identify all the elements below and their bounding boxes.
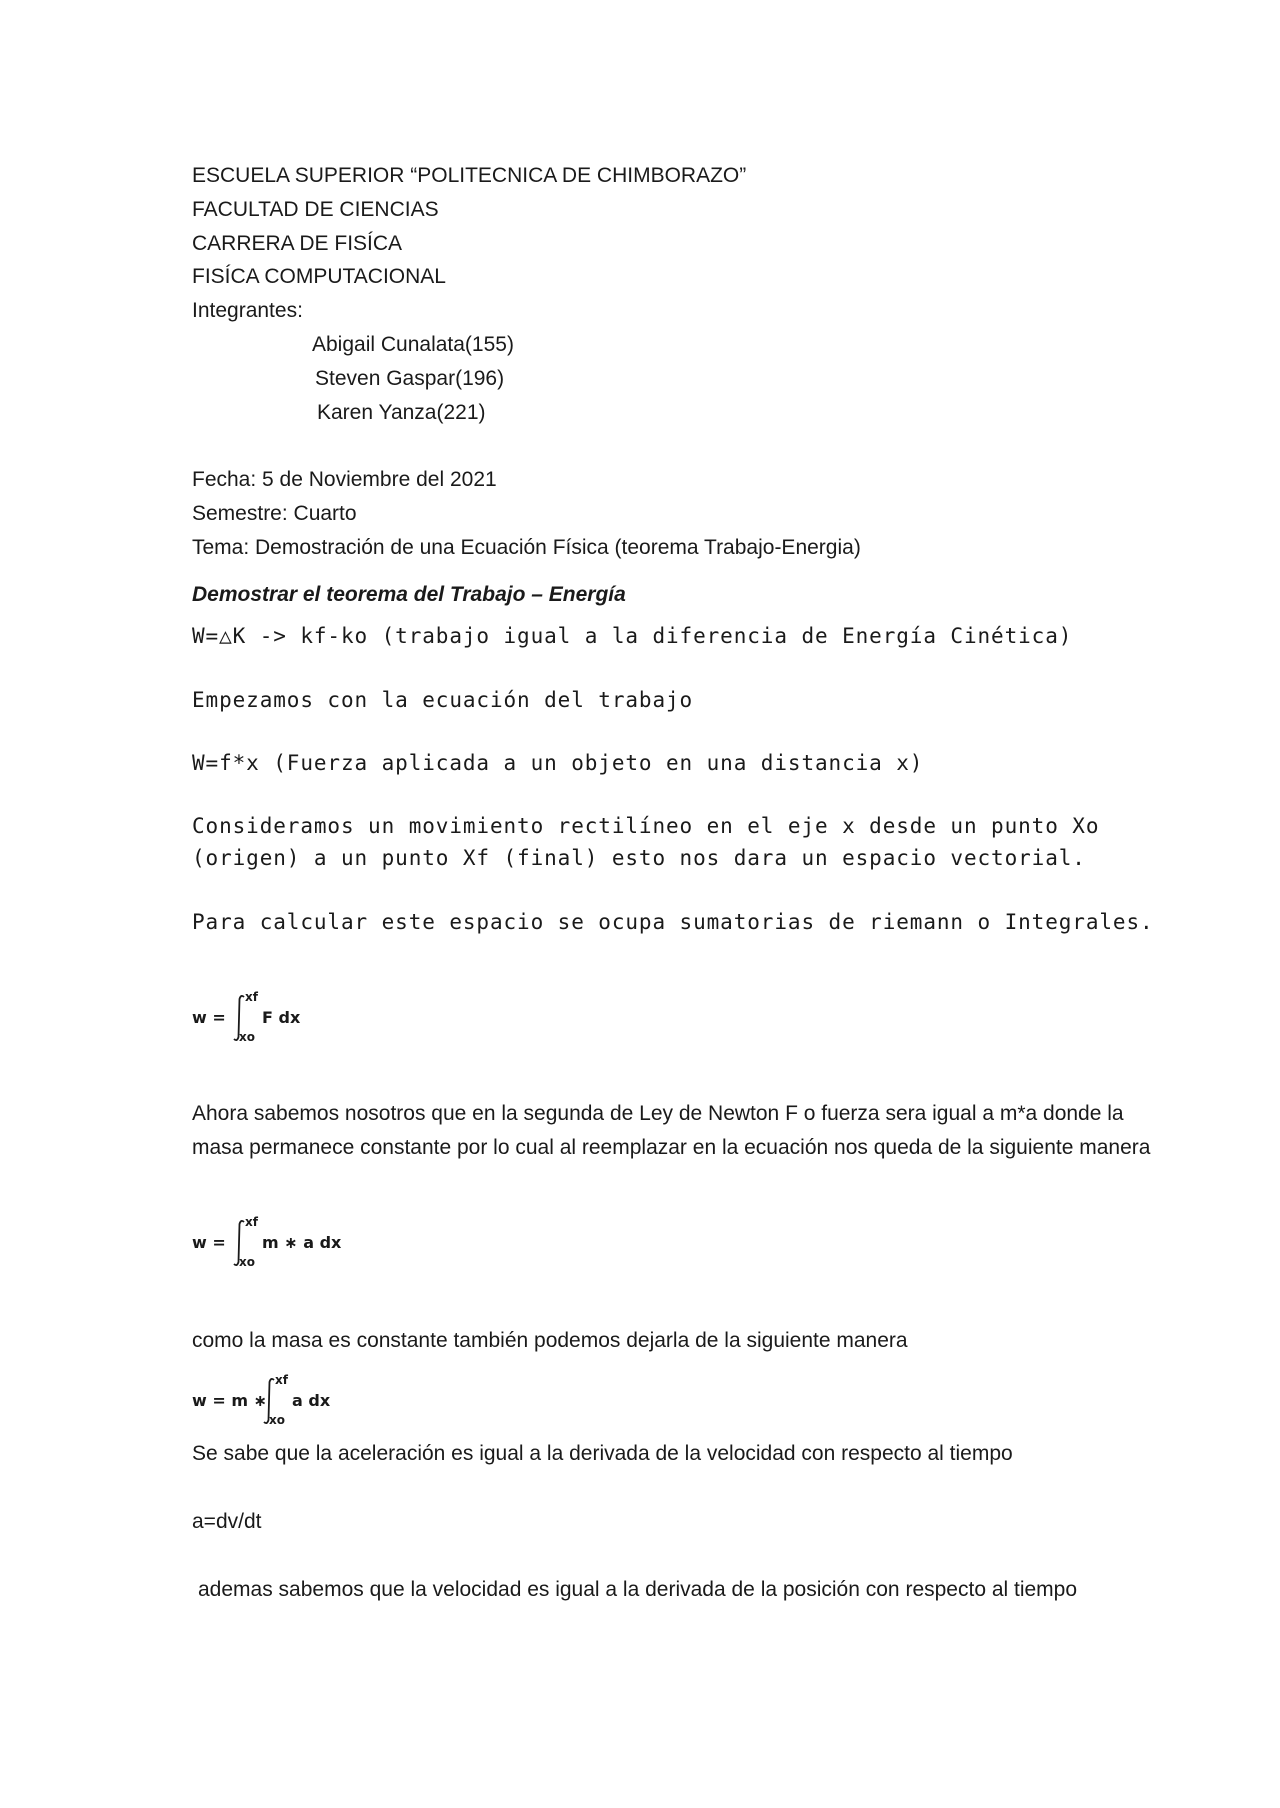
member-1: Abigail Cunalata(155)	[312, 333, 514, 356]
formula-3-lower-limit: xo	[269, 1413, 285, 1427]
velocity-sentence: ademas sabemos que la velocidad es igual a la derivada de la posición con respecto al tiempo	[198, 1578, 1078, 1601]
newton-paragraph: Ahora sabemos nosotros que en la segunda de Ley de Newton F o fuerza sera igual a m*a donde la masa permanece constante por lo cual al reemplazar en la ecuación nos queda de la siguiente manera	[192, 1102, 1151, 1159]
formula-2-upper-limit: xf	[245, 1215, 258, 1229]
acceleration-equation: a=dv/dt	[192, 1510, 262, 1533]
integral-formula-3	[192, 1373, 412, 1429]
formula-1-lower-limit: xo	[239, 1030, 255, 1044]
members-label: Integrantes:	[192, 299, 303, 322]
formula-2-integrand: m ∗ a dx	[262, 1233, 342, 1252]
work-equation: W=f*x (Fuerza aplicada a un objeto en una distancia x)	[192, 751, 924, 775]
section-heading: Demostrar el teorema del Trabajo – Energía	[192, 583, 626, 606]
constant-mass-sentence: como la masa es constante también podemos dejarla de la siguiente manera	[192, 1329, 908, 1352]
formula-1-lhs: w =	[192, 1008, 226, 1027]
motion-description-1: Consideramos un movimiento rectilíneo en el eje x desde un punto Xo	[192, 814, 1100, 838]
theorem-statement: W=△K -> kf-ko (trabajo igual a la diferencia de Energía Cinética)	[192, 624, 1073, 648]
formula-3-integrand: a dx	[292, 1391, 331, 1410]
formula-2-lhs: w =	[192, 1233, 226, 1252]
member-3: Karen Yanza(221)	[317, 401, 486, 424]
semester-line: Semestre: Cuarto	[192, 502, 357, 525]
member-2: Steven Gaspar(196)	[315, 367, 505, 390]
acceleration-sentence: Se sabe que la aceleración es igual a la derivada de la velocidad con respecto al tiempo	[192, 1442, 1013, 1465]
school-name: ESCUELA SUPERIOR “POLITECNICA DE CHIMBORAZO”	[192, 164, 747, 187]
integral-formula-2	[192, 1215, 412, 1271]
motion-description-2: (origen) a un punto Xf (final) esto nos dara un espacio vectorial.	[192, 846, 1086, 870]
topic-line: Tema: Demostración de una Ecuación Física (teorema Trabajo-Energia)	[192, 536, 861, 559]
formula-2-lower-limit: xo	[239, 1255, 255, 1269]
date-line: Fecha: 5 de Noviembre del 2021	[192, 468, 497, 491]
formula-1-integrand: F dx	[262, 1008, 301, 1027]
riemann-sentence: Para calcular este espacio se ocupa sumatorias de riemann o Integrales.	[192, 910, 1154, 934]
integral-formula-1	[192, 990, 392, 1046]
formula-1-upper-limit: xf	[245, 990, 258, 1004]
work-equation-intro: Empezamos con la ecuación del trabajo	[192, 688, 694, 712]
course-name: FISÍCA COMPUTACIONAL	[192, 265, 446, 288]
faculty-name: FACULTAD DE CIENCIAS	[192, 198, 439, 221]
career-name: CARRERA DE FISÍCA	[192, 232, 403, 255]
formula-3-lhs: w = m ∗	[192, 1391, 267, 1410]
formula-3-upper-limit: xf	[275, 1373, 288, 1387]
